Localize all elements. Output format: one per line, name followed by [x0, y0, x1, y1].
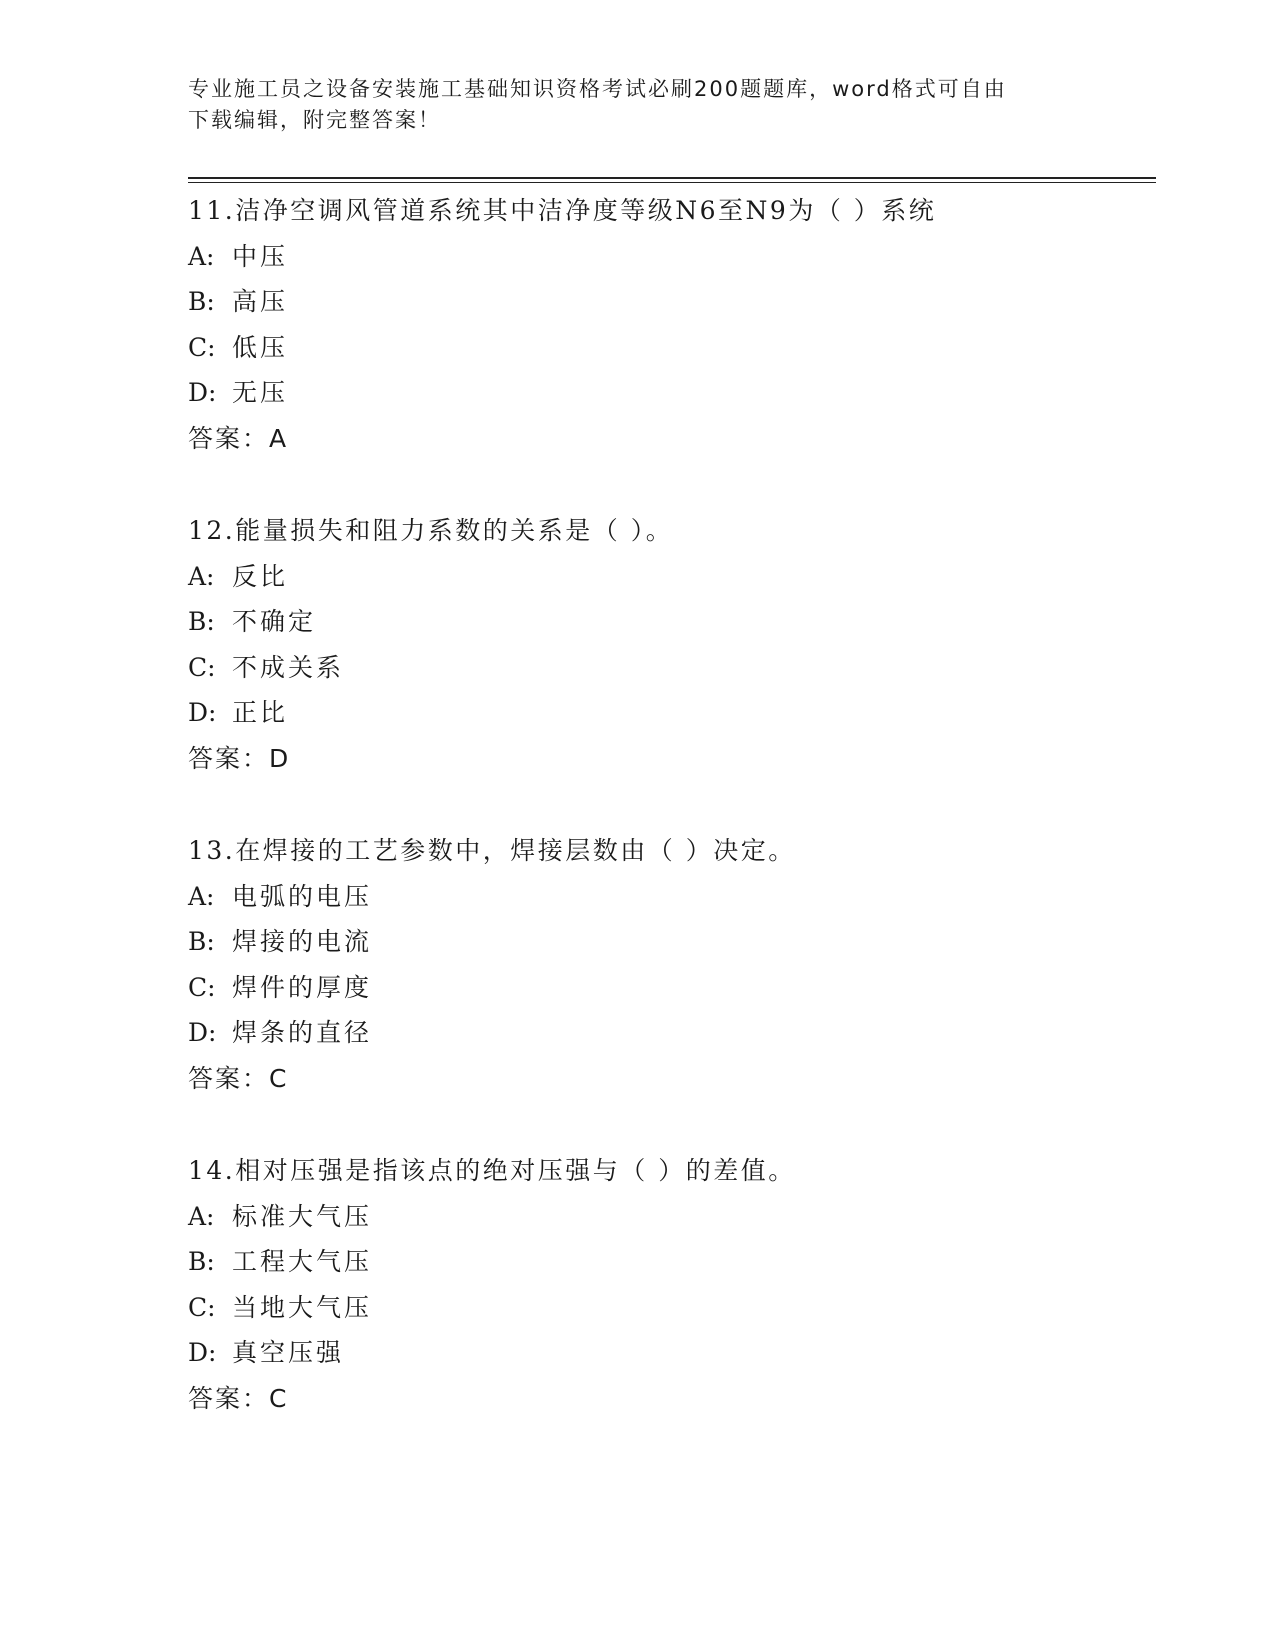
option-text: 高压 [232, 287, 289, 316]
option-d [188, 1010, 1156, 1056]
document-header [188, 74, 1088, 136]
answer-line: 答案：C [188, 1383, 289, 1413]
option-letter: A: [188, 1201, 215, 1231]
question-11 [188, 188, 1156, 508]
option-text: 真空压强 [232, 1338, 345, 1367]
question-list [188, 188, 1156, 1468]
question-stem: 13.在焊接的工艺参数中，焊接层数由（ ）决定。 [188, 836, 796, 865]
option-d [188, 1330, 1156, 1376]
header-divider-thick [188, 177, 1156, 179]
option-b [188, 1239, 1156, 1285]
option-letter: B: [188, 927, 215, 956]
option-c [188, 965, 1156, 1011]
option-text: 焊条的直径 [232, 1018, 373, 1047]
option-a [188, 874, 1156, 920]
option-text: 无压 [232, 378, 289, 407]
answer-line: 答案：A [188, 423, 289, 453]
header-divider-thin [188, 182, 1156, 183]
option-c [188, 1285, 1156, 1331]
option-c [188, 645, 1156, 691]
option-c [188, 325, 1156, 371]
option-text: 工程大气压 [232, 1247, 373, 1276]
question-13 [188, 828, 1156, 1148]
option-letter: A: [188, 881, 215, 911]
option-letter: B: [188, 607, 215, 636]
option-text: 不成关系 [232, 652, 345, 682]
option-text: 低压 [232, 332, 289, 362]
option-text: 焊件的厚度 [232, 972, 373, 1002]
option-text: 电弧的电压 [232, 881, 373, 911]
option-d [188, 690, 1156, 736]
option-letter: D: [188, 1338, 217, 1367]
option-letter: C: [188, 1292, 216, 1322]
option-letter: B: [188, 1247, 215, 1276]
header-line-2: 下载编辑，附完整答案！ [188, 108, 441, 132]
option-a [188, 554, 1156, 600]
question-14 [188, 1148, 1156, 1468]
option-letter: D: [188, 698, 217, 727]
answer-line: 答案：C [188, 1063, 289, 1093]
option-letter: C: [188, 972, 216, 1002]
question-stem: 14.相对压强是指该点的绝对压强与（ ）的差值。 [188, 1156, 796, 1185]
option-b [188, 919, 1156, 965]
header-line-1: 专业施工员之设备安装施工基础知识资格考试必刷200题题库，word格式可自由 [188, 77, 1007, 101]
option-text: 正比 [232, 698, 289, 727]
option-text: 反比 [232, 561, 289, 591]
option-text: 焊接的电流 [232, 927, 373, 956]
option-letter: D: [188, 1018, 217, 1047]
option-b [188, 279, 1156, 325]
option-letter: B: [188, 287, 215, 316]
option-b [188, 599, 1156, 645]
option-a [188, 234, 1156, 280]
question-12 [188, 508, 1156, 828]
option-letter: A: [188, 561, 215, 591]
option-letter: C: [188, 652, 216, 682]
option-text: 中压 [232, 241, 289, 271]
option-letter: D: [188, 378, 217, 407]
option-letter: C: [188, 332, 216, 362]
answer-line: 答案：D [188, 743, 291, 773]
question-stem: 12.能量损失和阻力系数的关系是（ ）。 [188, 516, 674, 545]
option-letter: A: [188, 241, 215, 271]
option-text: 不确定 [232, 607, 317, 636]
question-stem: 11.洁净空调风管道系统其中洁净度等级N6至N9为（ ）系统 [188, 196, 937, 225]
option-text: 标准大气压 [232, 1201, 373, 1231]
option-text: 当地大气压 [232, 1292, 373, 1322]
option-d [188, 370, 1156, 416]
option-a [188, 1194, 1156, 1240]
